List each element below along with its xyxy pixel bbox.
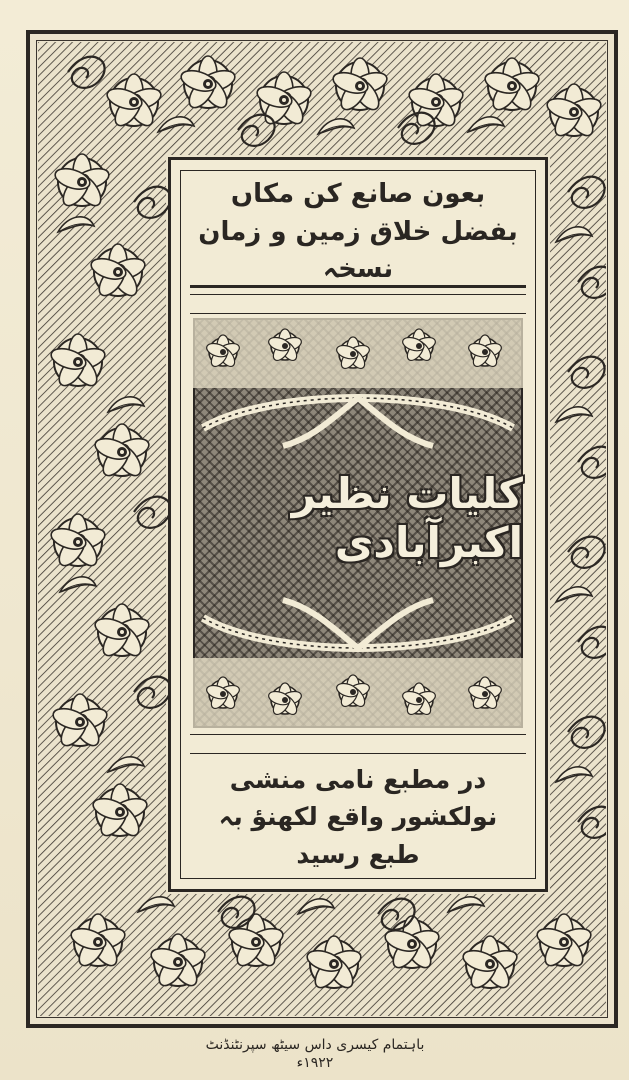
separator-band	[190, 294, 526, 314]
book-title: کلیات نظیر اکبرآبادی	[291, 469, 523, 567]
separator-band-lower	[190, 734, 526, 754]
imprint-footer	[150, 1036, 480, 1076]
header-cartouche	[190, 180, 526, 288]
header-text: بعون صانع کن مکاں بفضل خلاق زمین و زمان نسخہ	[198, 178, 518, 285]
imprint-line-1: باہتمام کیسری داس سیٹھ سپرنٹنڈنٹ	[205, 1037, 425, 1053]
publisher-cartouche	[190, 756, 526, 878]
publisher-text: در مطبع نامی منشی نولکشور واقع لکھنؤ بہ طبع رسید	[218, 764, 498, 869]
imprint-year: ۱۹۲۲ء	[296, 1055, 334, 1072]
